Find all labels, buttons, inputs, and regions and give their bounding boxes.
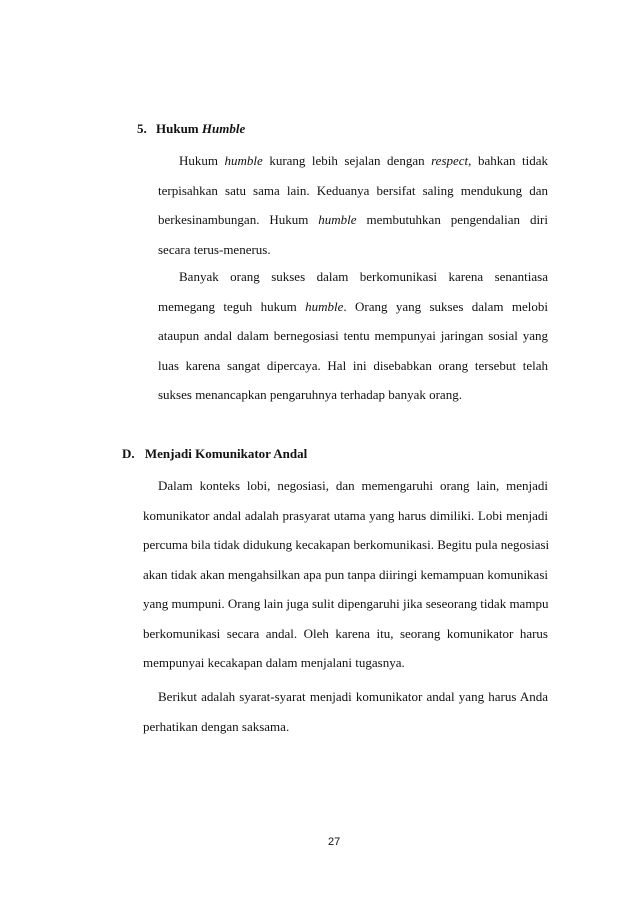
italic-term: humble [318, 212, 357, 227]
text-run: sukses menancapkan pengaruhnya terhadap banyak orang. [158, 387, 462, 402]
text-run: secara terus-menerus. [158, 241, 271, 257]
section-d-title: Menjadi Komunikator Andal [144, 446, 308, 461]
text-run: , bahkan tidak [468, 153, 548, 168]
text-run: Dalam konteks lobi, negosiasi, dan memengaruhi orang lain, menjadi [158, 478, 548, 493]
section-5-number: 5. [137, 121, 147, 136]
text-line [158, 688, 548, 705]
text-run: yang mumpuni. Orang lain juga sulit dipengaruhi jika seseorang tidak mampu [143, 596, 549, 611]
text-run: luas karena sangat dipercaya. Hal ini disebabkan orang tersebut telah [158, 357, 548, 373]
text-run: percuma bila tidak didukung kecakapan berkomunikasi. Begitu pula negosiasi [143, 537, 550, 552]
text-line [143, 566, 548, 583]
text-run: . Orang yang sukses dalam melobi [343, 298, 549, 314]
text-run: membutuhkan pengendalian diri [356, 212, 548, 227]
text-run: Hukum [179, 153, 225, 168]
section-5-title-italic: Humble [201, 121, 246, 136]
text-run: terpisahkan satu sama lain. Keduanya bersifat saling mendukung dan [158, 182, 548, 198]
section-d-heading [122, 446, 307, 462]
text-line [158, 477, 548, 494]
text-run: kurang lebih sejalan dengan [262, 153, 432, 168]
text-line [143, 595, 548, 612]
text-run: berkesinambungan. Hukum [158, 212, 319, 227]
text-line [158, 298, 548, 315]
text-line [143, 718, 548, 735]
italic-term: humble [224, 153, 263, 168]
text-run: ataupun andal dalam bernegosiasi tentu mempunyai jaringan sosial yang [158, 328, 548, 343]
italic-term: respect [431, 153, 469, 168]
text-line [143, 654, 548, 671]
section-d-letter: D. [122, 446, 135, 461]
text-line [143, 507, 548, 524]
text-run: Banyak orang sukses dalam berkomunikasi karena senantiasa [179, 269, 548, 284]
text-run: mempunyai kecakapan dalam menjalani tugasnya. [143, 655, 405, 670]
section-5-heading [137, 121, 245, 137]
text-line [158, 327, 548, 344]
text-line [158, 211, 548, 228]
text-run: perhatikan dengan saksama. [143, 718, 290, 734]
text-line [158, 182, 548, 199]
page-number: 27 [328, 836, 341, 848]
text-line [158, 241, 548, 258]
text-line [143, 625, 548, 642]
text-line [179, 152, 548, 169]
text-line [179, 268, 548, 285]
text-run: komunikator andal adalah prasyarat utama yang harus dimiliki. Lobi menjadi [143, 507, 548, 523]
italic-term: humble [305, 298, 344, 314]
text-run: berkomunikasi secara andal. Oleh karena itu, seorang komunikator harus [143, 625, 548, 641]
text-run: akan tidak akan mengahsilkan apa pun tanpa diiringi kemampuan komunikasi [143, 566, 548, 582]
text-line [143, 536, 548, 553]
text-run: memegang teguh hukum [158, 298, 306, 314]
text-run: Berikut adalah syarat-syarat menjadi komunikator andal yang harus Anda [158, 689, 548, 704]
section-5-title: Hukum [156, 121, 202, 136]
text-line [158, 386, 548, 403]
text-line [158, 357, 548, 374]
